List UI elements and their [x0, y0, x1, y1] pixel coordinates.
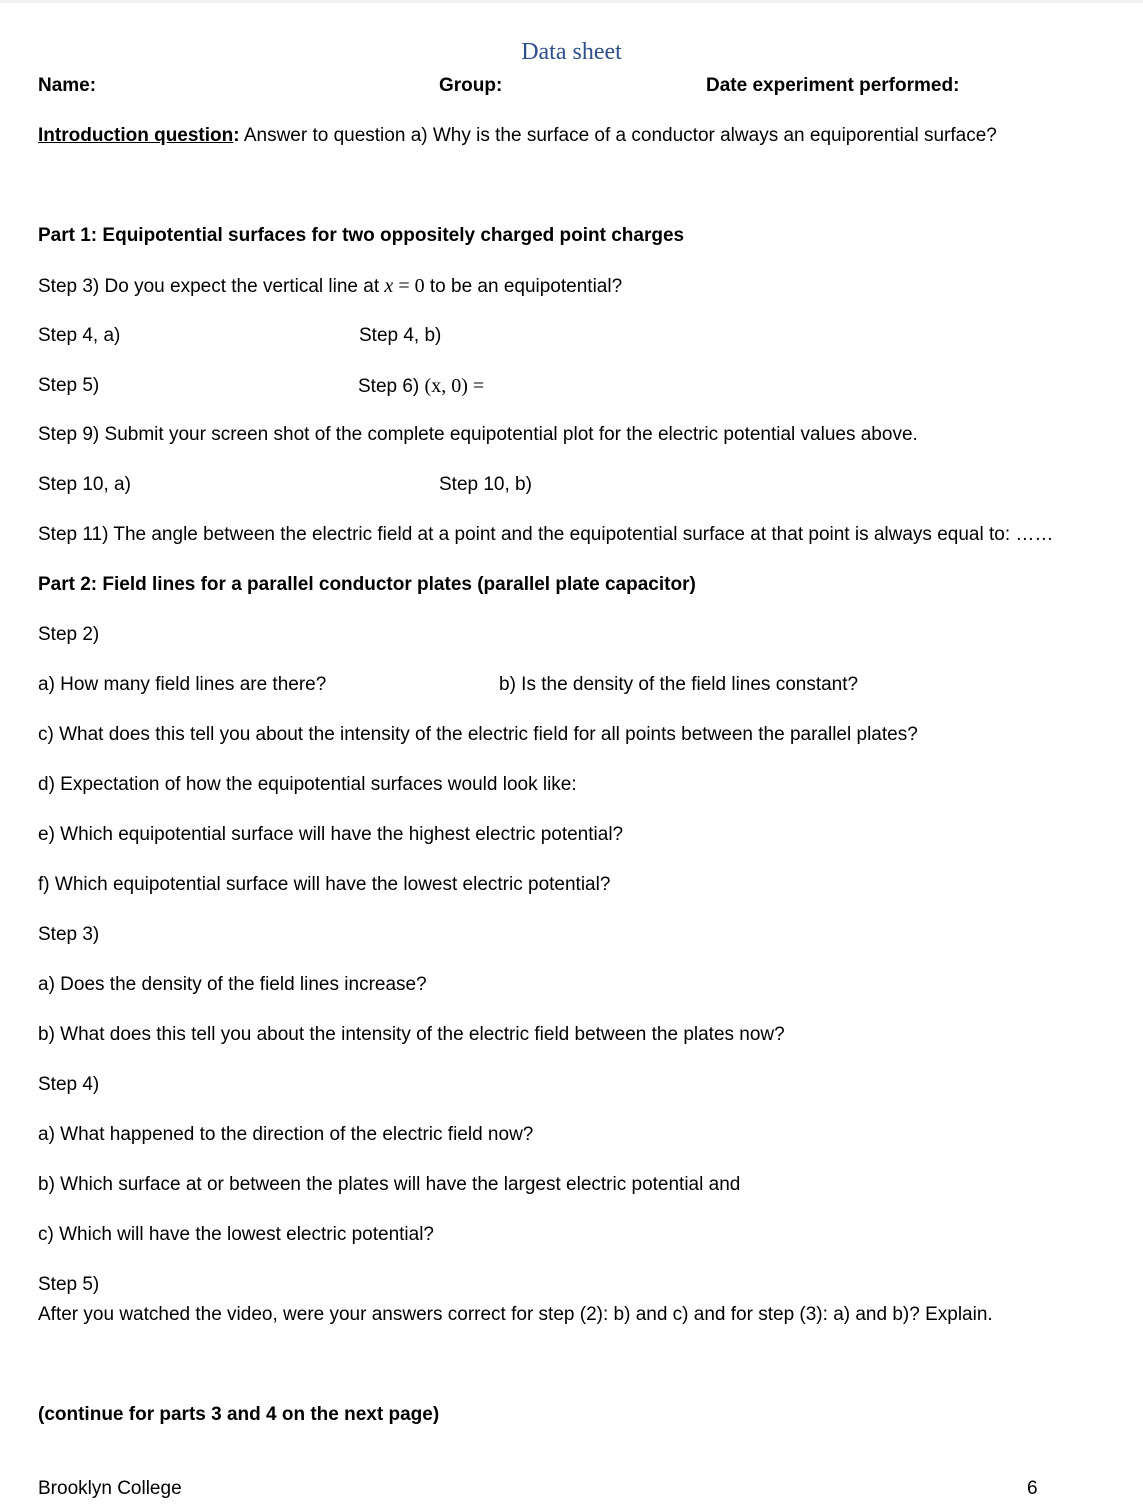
step3-math	[384, 275, 424, 297]
step3-math-var: x	[384, 275, 394, 297]
intro-label: Introduction question	[38, 125, 234, 146]
step6-math: (x, 0) =	[424, 375, 485, 397]
top-border	[0, 0, 1143, 3]
part2-q4a: a) What happened to the direction of the electric field now?	[38, 1124, 534, 1145]
footer-institution: Brooklyn College	[38, 1478, 182, 1499]
step3-prefix: Step 3) Do you expect the vertical line at	[38, 276, 385, 297]
part1-step3	[38, 274, 622, 299]
step6-prefix: Step 6)	[358, 376, 425, 397]
part2-step5: Step 5)	[38, 1274, 100, 1295]
continue-note: (continue for parts 3 and 4 on the next page)	[38, 1404, 440, 1425]
part1-step5: Step 5)	[38, 375, 100, 396]
date-label: Date experiment performed:	[706, 75, 960, 96]
part2-step2: Step 2)	[38, 624, 100, 645]
intro-text: Answer to question a) Why is the surface of a conductor always an equiporential surface?	[239, 125, 997, 146]
part1-step4a: Step 4, a)	[38, 325, 121, 346]
part2-q2a: a) How many field lines are there?	[38, 674, 327, 695]
part2-q3b: b) What does this tell you about the intensity of the electric field between the plates now?	[38, 1024, 785, 1045]
part2-step4: Step 4)	[38, 1074, 100, 1095]
part1-step10b: Step 10, b)	[439, 474, 532, 495]
name-label: Name:	[38, 75, 97, 96]
part2-q4c: c) Which will have the lowest electric potential?	[38, 1224, 435, 1245]
part2-step5-text: After you watched the video, were your answers correct for step (2): b) and c) and for step (3): a) and b)? Explain.	[38, 1304, 993, 1325]
part2-step3: Step 3)	[38, 924, 100, 945]
step3-math-rest: = 0	[393, 275, 425, 297]
part1-heading: Part 1: Equipotential surfaces for two oppositely charged point charges	[38, 225, 685, 246]
part2-q2b: b) Is the density of the field lines constant?	[499, 674, 859, 695]
part1-step11: Step 11) The angle between the electric field at a point and the equipotential surface at that point is always equal to: ……	[38, 524, 1054, 545]
part1-step10a: Step 10, a)	[38, 474, 131, 495]
part2-q2e: e) Which equipotential surface will have the highest electric potential?	[38, 824, 624, 845]
part2-q4b: b) Which surface at or between the plates will have the largest electric potential and	[38, 1174, 741, 1195]
part2-heading: Part 2: Field lines for a parallel conductor plates (parallel plate capacitor)	[38, 574, 696, 595]
intro-question	[38, 124, 997, 148]
part1-step6	[358, 374, 484, 399]
step3-suffix: to be an equipotential?	[424, 276, 623, 297]
part2-q2d: d) Expectation of how the equipotential surfaces would look like:	[38, 774, 577, 795]
part2-q2c: c) What does this tell you about the intensity of the electric field for all points between the parallel plates?	[38, 724, 918, 745]
page-title: Data sheet	[521, 39, 622, 65]
part2-q3a: a) Does the density of the field lines increase?	[38, 974, 427, 995]
part2-q2f: f) Which equipotential surface will have the lowest electric potential?	[38, 874, 611, 895]
intro-colon: :	[233, 125, 240, 146]
group-label: Group:	[439, 75, 503, 96]
part1-step4b: Step 4, b)	[359, 325, 442, 346]
part1-step9: Step 9) Submit your screen shot of the complete equipotential plot for the electric potential values above.	[38, 424, 918, 445]
footer-page-number: 6	[1027, 1478, 1038, 1499]
